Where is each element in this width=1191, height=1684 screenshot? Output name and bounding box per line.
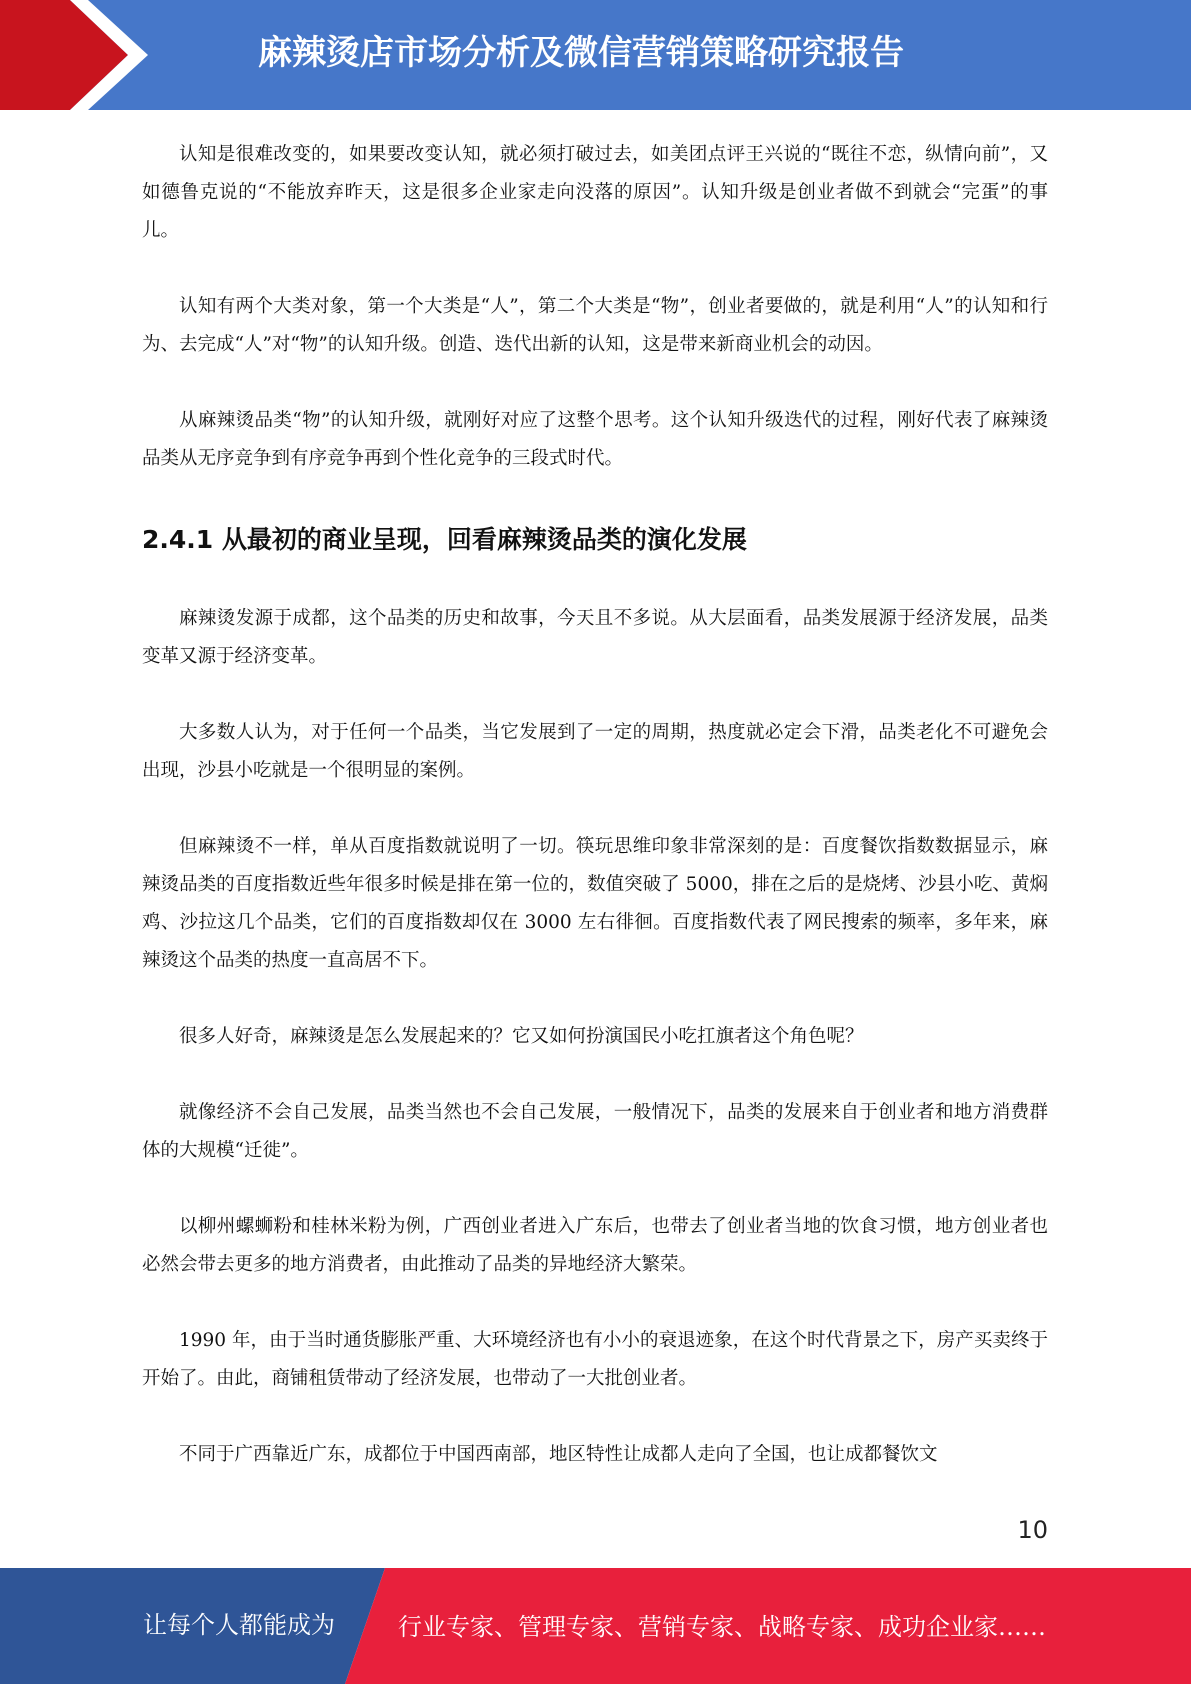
paragraph: 1990 年，由于当时通货膨胀严重、大环境经济也有小小的衰退迹象，在这个时代背景之下，房产买卖终于开始了。由此，商铺租赁带动了经济发展，也带动了一大批创业者。 xyxy=(142,1330,1048,1389)
paragraph: 就像经济不会自己发展，品类当然也不会自己发展，一般情况下，品类的发展来自于创业者和地方消费群体的大规模“迁徙”。 xyxy=(142,1102,1048,1161)
header-chevron-decoration xyxy=(0,0,160,110)
paragraph: 大多数人认为，对于任何一个品类，当它发展到了一定的周期，热度就必定会下滑，品类老化不可避免会出现，沙县小吃就是一个很明显的案例。 xyxy=(142,722,1048,781)
paragraph: 麻辣烫发源于成都，这个品类的历史和故事，今天且不多说。从大层面看，品类发展源于经济发展，品类变革又源于经济变革。 xyxy=(142,608,1048,667)
page-header xyxy=(0,0,1191,110)
report-title: 麻辣烫店市场分析及微信营销策略研究报告 xyxy=(258,33,904,73)
paragraph: 以柳州螺蛳粉和桂林米粉为例，广西创业者进入广东后，也带去了创业者当地的饮食习惯，地方创业者也必然会带去更多的地方消费者，由此推动了品类的异地经济大繁荣。 xyxy=(142,1216,1048,1275)
page-footer xyxy=(0,1568,1191,1684)
paragraph: 认知是很难改变的，如果要改变认知，就必须打破过去，如美团点评王兴说的“既往不恋，纵情向前”，又如德鲁克说的“不能放弃昨天，这是很多企业家走向没落的原因”。认知升级是创业者做不到就会“完蛋”的事儿。 xyxy=(142,144,1048,241)
paragraph: 认知有两个大类对象，第一个大类是“人”，第二个大类是“物”，创业者要做的，就是利用“人”的认知和行为、去完成“人”对“物”的认知升级。创造、迭代出新的认知，这是带来新商业机会的动因。 xyxy=(142,296,1048,355)
paragraph: 从麻辣烫品类“物”的认知升级，就刚好对应了这整个思考。这个认知升级迭代的过程，刚好代表了麻辣烫品类从无序竞争到有序竞争再到个性化竞争的三段式时代。 xyxy=(142,410,1048,469)
paragraph: 很多人好奇，麻辣烫是怎么发展起来的？它又如何扮演国民小吃扛旗者这个角色呢？ xyxy=(179,1026,864,1047)
paragraph: 但麻辣烫不一样，单从百度指数就说明了一切。筷玩思维印象非常深刻的是：百度餐饮指数数据显示，麻辣烫品类的百度指数近些年很多时候是排在第一位的，数值突破了 5000，排在之后的是烧烤、沙县小吃、黄焖鸡、沙拉这几个品类，它们的百度指数却仅在 3000 左右徘徊。百度指数代表了网民搜索的频率，多年来，麻辣烫这个品类的热度一直高居不下。 xyxy=(142,836,1048,971)
section-heading: 2.4.1 从最初的商业呈现，回看麻辣烫品类的演化发展 xyxy=(142,525,747,554)
paragraph: 不同于广西靠近广东，成都位于中国西南部，地区特性让成都人走向了全国，也让成都餐饮文 xyxy=(179,1444,938,1465)
document-body xyxy=(142,136,1048,1512)
page-number: 10 xyxy=(1017,1516,1048,1544)
footer-slogan-right: 行业专家、管理专家、营销专家、战略专家、成功企业家…… xyxy=(398,1613,1046,1641)
footer-slogan-left: 让每个人都能成为 xyxy=(143,1611,335,1639)
